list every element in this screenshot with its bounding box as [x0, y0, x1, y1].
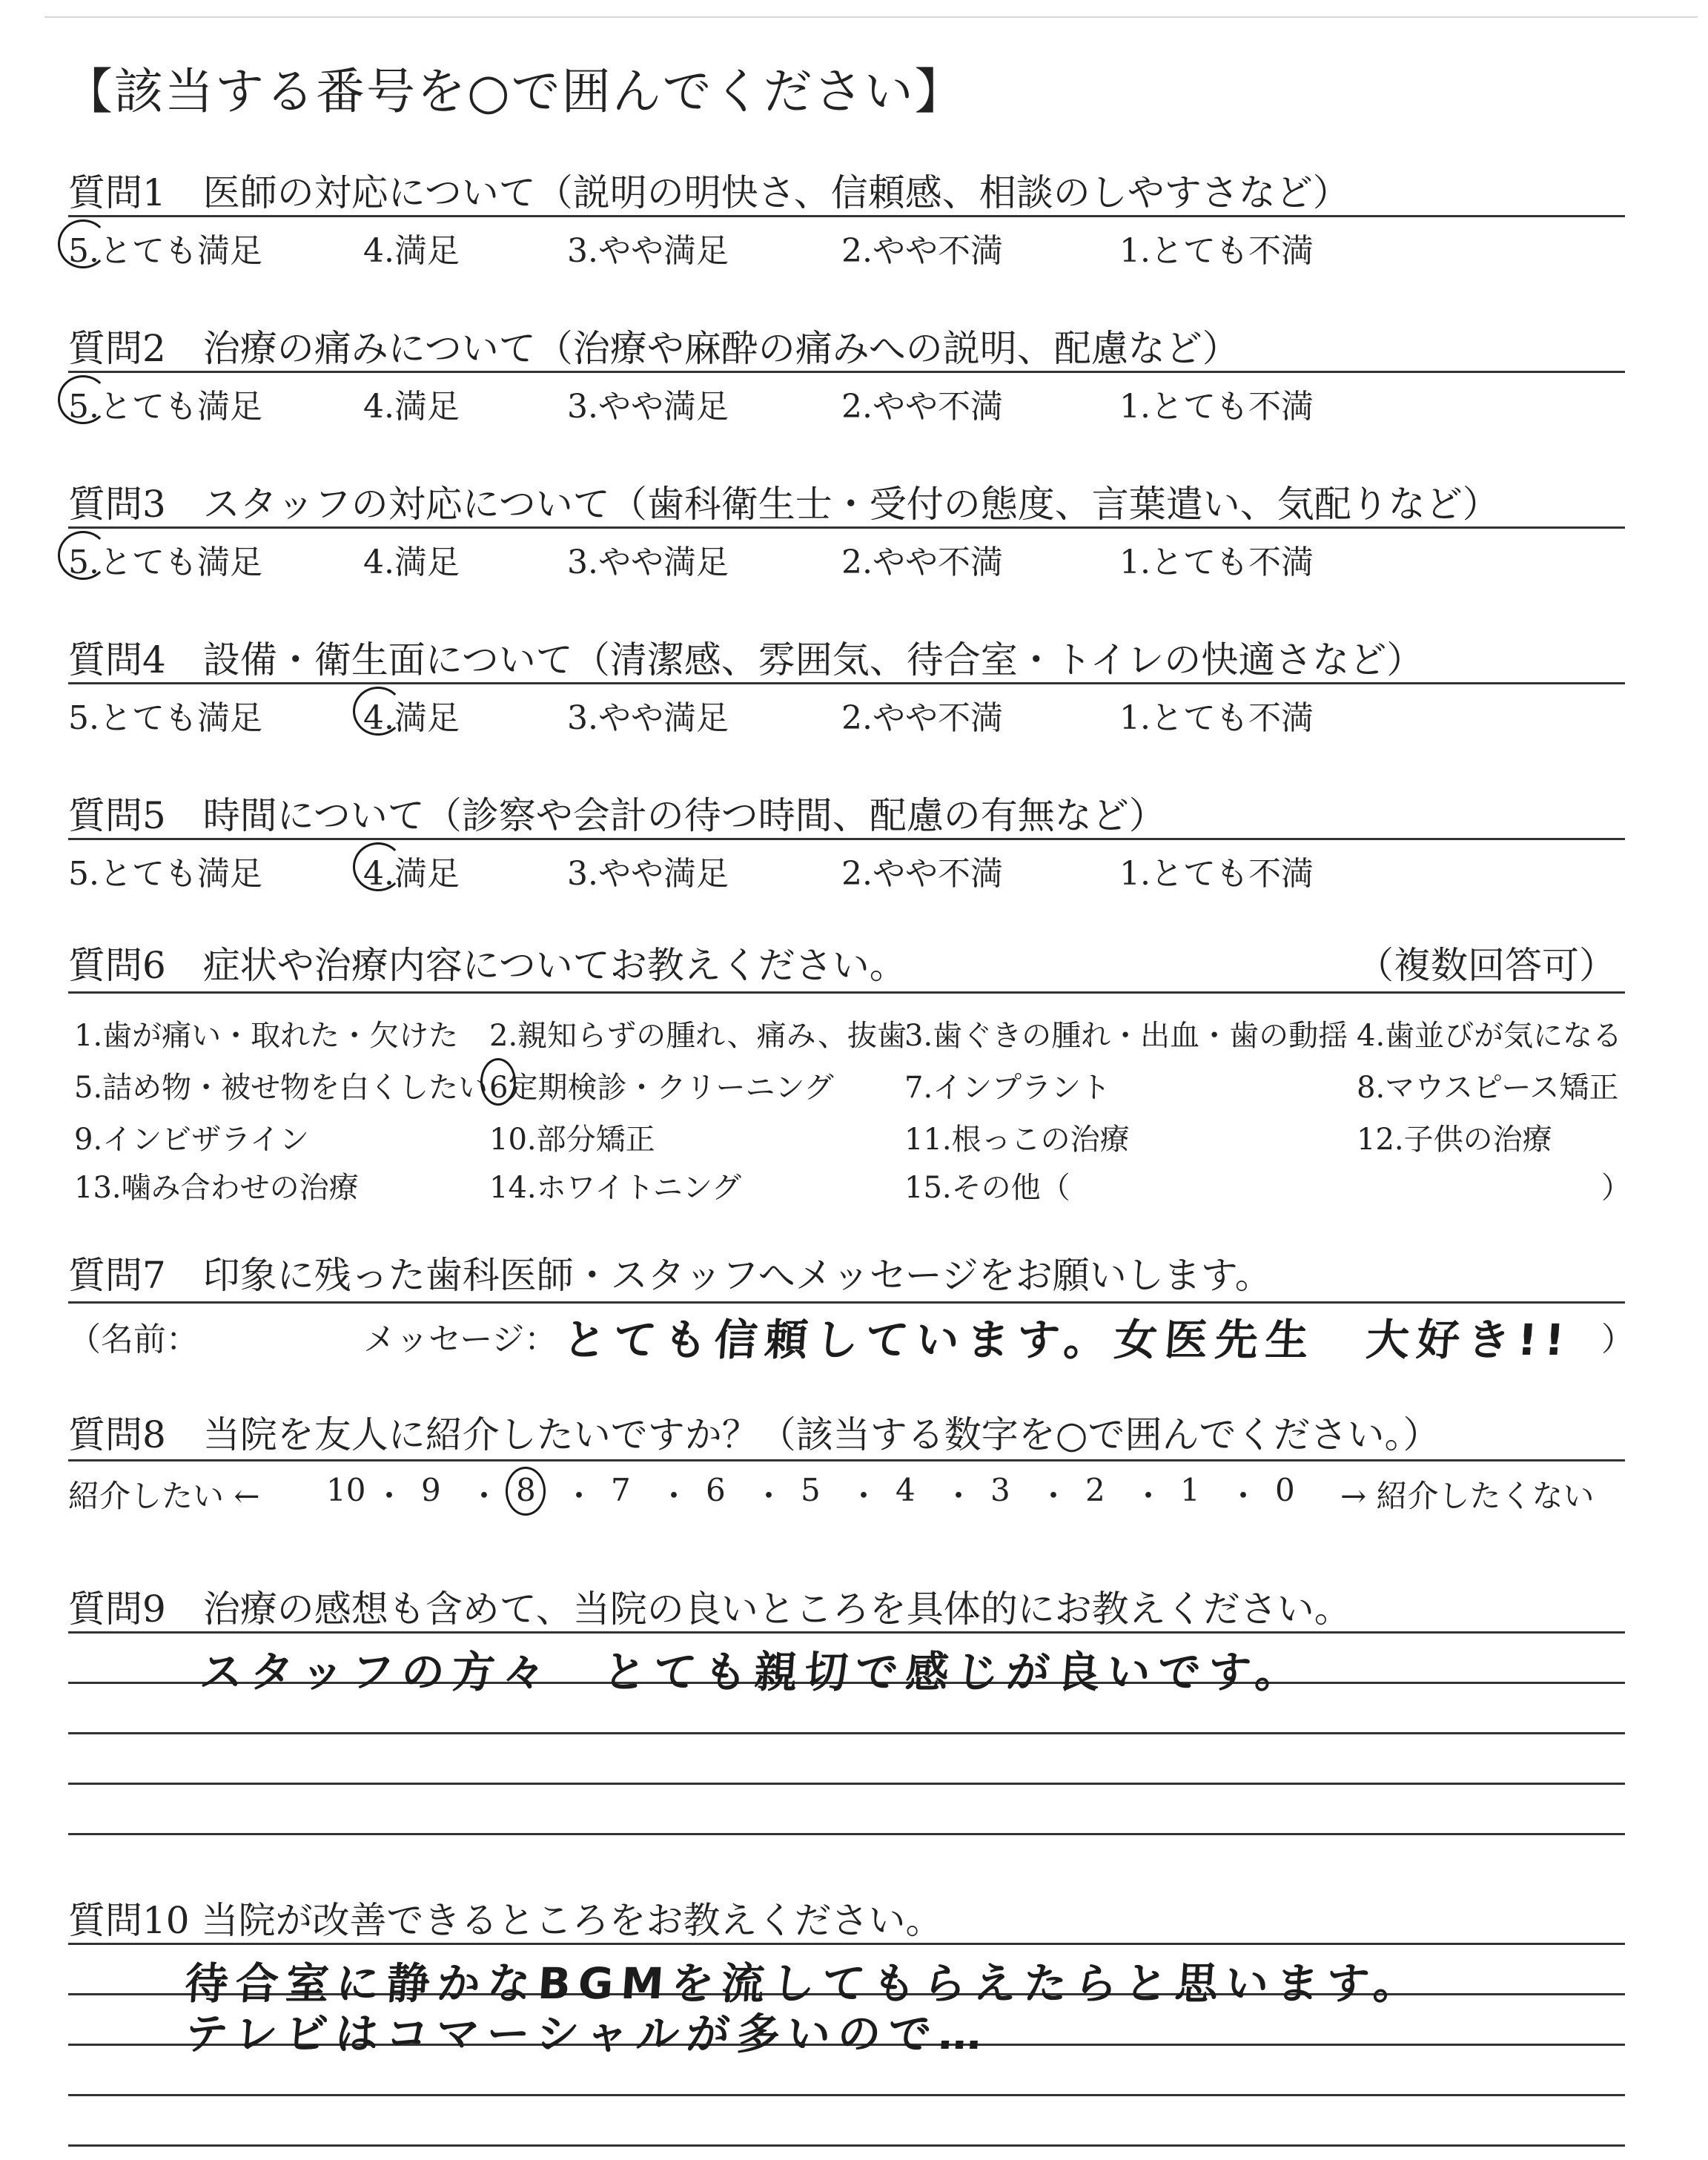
- option-label: やや満足: [598, 855, 729, 893]
- q6-option-4[interactable]: [1357, 1012, 1622, 1054]
- option-number: 5.: [68, 544, 99, 581]
- q10-answer-line-2[interactable]: テレビはコマーシャルが多いので…: [183, 2009, 991, 2059]
- q2-title: 質問2 治療の痛みについて（治療や麻酔の痛みへの説明、配慮など）: [68, 327, 1239, 370]
- q1-rule: [68, 215, 1625, 217]
- option-label: とても不満: [1150, 232, 1314, 270]
- q8-value-10[interactable]: 10: [326, 1472, 366, 1508]
- option-number: 2.: [841, 232, 873, 270]
- q4-option-5[interactable]: [68, 691, 262, 739]
- q1-option-1[interactable]: [1119, 224, 1314, 271]
- q8-selection-circle: [506, 1467, 546, 1516]
- option-number: 10.: [489, 1123, 537, 1157]
- q6-option-15[interactable]: [904, 1164, 1070, 1206]
- q1-option-4[interactable]: [363, 224, 460, 271]
- q8-separator: ・: [1133, 1478, 1165, 1514]
- option-number: 3.: [904, 1019, 933, 1053]
- option-label: やや満足: [598, 544, 729, 581]
- q8-value-1[interactable]: 1: [1180, 1472, 1200, 1508]
- option-number: 4.: [363, 855, 394, 893]
- q6-option-7[interactable]: [904, 1064, 1110, 1106]
- option-number: 3.: [567, 388, 598, 426]
- q6-other-close-paren: ）: [1601, 1171, 1631, 1205]
- q3-title: 質問3 スタッフの対応について（歯科衛生士・受付の態度、言葉遣い、気配りなど）: [68, 483, 1500, 526]
- option-label: 子供の治療: [1403, 1123, 1552, 1157]
- option-label: とても不満: [1150, 544, 1314, 581]
- q4-option-3[interactable]: [567, 691, 729, 739]
- option-label: 詰め物・被せ物を白くしたい: [102, 1071, 489, 1105]
- option-label: 歯が痛い・取れた・欠けた: [102, 1019, 459, 1053]
- q8-rule: [68, 1459, 1625, 1462]
- q5-option-5[interactable]: [68, 847, 262, 894]
- q7-message-label: メッセージ：: [363, 1321, 557, 1358]
- option-label: マウスピース矯正: [1385, 1071, 1619, 1105]
- option-number: 4.: [363, 699, 394, 737]
- option-label: 歯ぐきの腫れ・出血・歯の動揺: [933, 1019, 1348, 1053]
- q6-option-8[interactable]: [1357, 1064, 1618, 1106]
- q8-separator: ・: [563, 1478, 595, 1514]
- q5-option-3[interactable]: [567, 847, 729, 894]
- option-label: やや不満: [872, 544, 1003, 581]
- q4-title: 質問4 設備・衛生面について（清潔感、雰囲気、待合室・トイレの快適さなど）: [68, 638, 1424, 681]
- option-number: 13.: [74, 1171, 122, 1205]
- q8-separator: ・: [943, 1478, 975, 1514]
- option-number: 1.: [1119, 699, 1151, 737]
- option-number: 2.: [841, 388, 873, 426]
- option-number: 5.: [68, 232, 99, 270]
- q8-separator: ・: [469, 1478, 500, 1514]
- q5-selection-circle: [353, 842, 403, 891]
- option-number: 2.: [841, 855, 873, 893]
- option-number: 12.: [1357, 1123, 1404, 1157]
- q7-rule: [68, 1301, 1625, 1304]
- instruction-header: 【該当する番号を○で囲んでください】: [64, 63, 965, 120]
- option-label: 歯並びが気になる: [1385, 1019, 1623, 1053]
- option-label: とても満足: [99, 232, 262, 270]
- q7-close-paren: ）: [1601, 1321, 1634, 1358]
- q8-value-7[interactable]: 7: [611, 1472, 631, 1508]
- q8-separator: ・: [658, 1478, 690, 1514]
- q6-selection-circle: [480, 1058, 516, 1106]
- option-label: やや不満: [872, 232, 1003, 270]
- option-label: インビザライン: [102, 1123, 309, 1157]
- q8-value-4[interactable]: 4: [896, 1472, 916, 1508]
- q2-option-2[interactable]: [841, 380, 1003, 427]
- option-number: 1.: [1119, 388, 1151, 426]
- option-label: インプラント: [933, 1071, 1111, 1105]
- q6-option-5[interactable]: [74, 1064, 488, 1106]
- q6-option-10[interactable]: [489, 1116, 655, 1158]
- option-number: 1.: [1119, 544, 1151, 581]
- option-label: その他（: [951, 1171, 1070, 1205]
- q4-option-2[interactable]: [841, 691, 1003, 739]
- q8-value-0[interactable]: 0: [1275, 1472, 1295, 1508]
- q2-selection-circle: [58, 375, 108, 424]
- q10-writing-line: [68, 2094, 1625, 2096]
- option-label: 部分矯正: [536, 1123, 655, 1157]
- q8-left-label: 紹介したい ←: [68, 1478, 260, 1514]
- option-label: 噛み合わせの治療: [121, 1171, 359, 1205]
- option-number: 3.: [567, 855, 598, 893]
- option-label: やや不満: [872, 388, 1003, 426]
- q8-value-6[interactable]: 6: [706, 1472, 726, 1508]
- q10-writing-line: [68, 2144, 1625, 2147]
- q7-message-handwritten[interactable]: とても信頼しています。女医先生 大好き!!: [561, 1315, 1574, 1365]
- q8-separator: ・: [848, 1478, 880, 1514]
- q8-separator: ・: [753, 1478, 785, 1514]
- q9-writing-line: [68, 1833, 1625, 1835]
- q6-option-6[interactable]: [489, 1064, 834, 1106]
- option-label: やや満足: [598, 699, 729, 737]
- option-number: 2.: [841, 699, 873, 737]
- q1-title: 質問1 医師の対応について（説明の明快さ、信頼感、相談のしやすさなど）: [68, 171, 1350, 214]
- q9-answer-handwritten[interactable]: スタッフの方々 とても親切で感じが良いです。: [198, 1647, 1308, 1697]
- option-number: 14.: [489, 1171, 537, 1205]
- option-number: 4.: [363, 544, 394, 581]
- option-number: 4.: [363, 232, 394, 270]
- q9-title: 質問9 治療の感想も含めて、当院の良いところを具体的にお教えください。: [68, 1588, 1351, 1631]
- option-number: 4.: [363, 388, 394, 426]
- option-number: 1.: [74, 1019, 103, 1053]
- option-number: 1.: [1119, 855, 1151, 893]
- option-label: とても不満: [1150, 388, 1314, 426]
- q6-option-2[interactable]: [489, 1012, 907, 1054]
- option-label: とても不満: [1150, 855, 1314, 893]
- option-label: 満足: [394, 232, 460, 270]
- option-number: 5.: [68, 388, 99, 426]
- option-label: とても満足: [99, 699, 262, 737]
- option-number: 15.: [904, 1171, 952, 1205]
- q6-option-13[interactable]: [74, 1164, 359, 1206]
- option-number: 3.: [567, 699, 598, 737]
- q3-option-3[interactable]: [567, 535, 729, 583]
- option-label: 定期検診・クリーニング: [508, 1071, 834, 1105]
- q9-writing-line: [68, 1732, 1625, 1734]
- q3-option-2[interactable]: [841, 535, 1003, 583]
- option-number: 3.: [567, 544, 598, 581]
- q3-selection-circle: [58, 531, 108, 580]
- q6-option-9[interactable]: [74, 1116, 309, 1158]
- q9-writing-line: [68, 1631, 1625, 1634]
- option-number: 9.: [74, 1123, 103, 1157]
- option-number: 4.: [1357, 1019, 1386, 1053]
- q6-option-11[interactable]: [904, 1116, 1130, 1158]
- q1-option-2[interactable]: [841, 224, 1003, 271]
- option-number: 8.: [1357, 1071, 1386, 1105]
- option-label: やや満足: [598, 232, 729, 270]
- q10-writing-line: [68, 1943, 1625, 1945]
- option-number: 3.: [567, 232, 598, 270]
- q10-answer-line-1[interactable]: 待合室に静かなBGMを流してもらえたらと思います。: [183, 1958, 1426, 2009]
- option-number: 11.: [904, 1123, 952, 1157]
- q6-option-14[interactable]: [489, 1164, 741, 1206]
- q6-option-12[interactable]: [1357, 1116, 1552, 1158]
- option-number: 5.: [74, 1071, 103, 1105]
- option-number: 1.: [1119, 232, 1151, 270]
- q7-title: 質問7 印象に残った歯科医師・スタッフへメッセージをお願いします。: [68, 1254, 1272, 1297]
- top-border: [44, 16, 1698, 18]
- option-number: 2.: [841, 544, 873, 581]
- option-label: とても満足: [99, 855, 262, 893]
- q3-option-1[interactable]: [1119, 535, 1314, 583]
- option-label: 満足: [394, 699, 460, 737]
- q2-option-3[interactable]: [567, 380, 729, 427]
- q2-option-4[interactable]: [363, 380, 460, 427]
- option-label: 満足: [394, 388, 460, 426]
- q2-rule: [68, 371, 1625, 373]
- option-number: 5.: [68, 855, 99, 893]
- option-label: やや不満: [872, 855, 1003, 893]
- q2-option-1[interactable]: [1119, 380, 1314, 427]
- q8-value-9[interactable]: 9: [421, 1472, 441, 1508]
- option-number: 2.: [489, 1019, 518, 1053]
- q9-writing-line: [68, 1783, 1625, 1785]
- q6-option-3[interactable]: [904, 1012, 1348, 1054]
- q8-value-5[interactable]: 5: [801, 1472, 821, 1508]
- q8-separator: ・: [1228, 1478, 1260, 1514]
- q7-name-label: （名前：: [68, 1321, 199, 1358]
- q6-rule: [68, 991, 1625, 994]
- q8-value-8[interactable]: 8: [516, 1472, 536, 1508]
- option-label: とても満足: [99, 388, 262, 426]
- option-label: やや不満: [872, 699, 1003, 737]
- option-label: とても満足: [99, 544, 262, 581]
- option-number: 6: [489, 1071, 509, 1105]
- option-label: とても不満: [1150, 699, 1314, 737]
- q8-separator: ・: [1038, 1478, 1070, 1514]
- q5-option-1[interactable]: [1119, 847, 1314, 894]
- option-label: やや満足: [598, 388, 729, 426]
- q5-title: 質問5 時間について（診察や会計の待つ時間、配慮の有無など）: [68, 794, 1166, 837]
- option-label: ホワイトニング: [536, 1171, 742, 1205]
- q3-option-4[interactable]: [363, 535, 460, 583]
- option-number: 5.: [68, 699, 99, 737]
- q4-option-1[interactable]: [1119, 691, 1314, 739]
- option-label: 満足: [394, 544, 460, 581]
- option-label: 根っこの治療: [951, 1123, 1130, 1157]
- q4-rule: [68, 682, 1625, 684]
- q3-rule: [68, 526, 1625, 529]
- q8-value-3[interactable]: 3: [990, 1472, 1010, 1508]
- q1-selection-circle: [58, 219, 108, 268]
- q1-option-3[interactable]: [567, 224, 729, 271]
- option-label: 満足: [394, 855, 460, 893]
- q5-option-2[interactable]: [841, 847, 1003, 894]
- q6-option-1[interactable]: [74, 1012, 458, 1054]
- q10-title: 質問10 当院が改善できるところをお教えください。: [68, 1899, 943, 1942]
- q6-title: 質問6 症状や治療内容についてお教えください。: [68, 944, 907, 987]
- q5-rule: [68, 838, 1625, 840]
- q8-right-label: → 紹介したくない: [1340, 1478, 1595, 1514]
- q8-separator: ・: [374, 1478, 406, 1514]
- q6-multiple-note: （複数回答可）: [1357, 944, 1616, 987]
- q8-value-2[interactable]: 2: [1085, 1472, 1105, 1508]
- q4-selection-circle: [353, 687, 403, 736]
- option-label: 親知らずの腫れ、痛み、抜歯: [517, 1019, 907, 1053]
- option-number: 7.: [904, 1071, 933, 1105]
- q8-title: 質問8 当院を友人に紹介したいですか？（該当する数字を○で囲んでください。）: [68, 1413, 1440, 1456]
